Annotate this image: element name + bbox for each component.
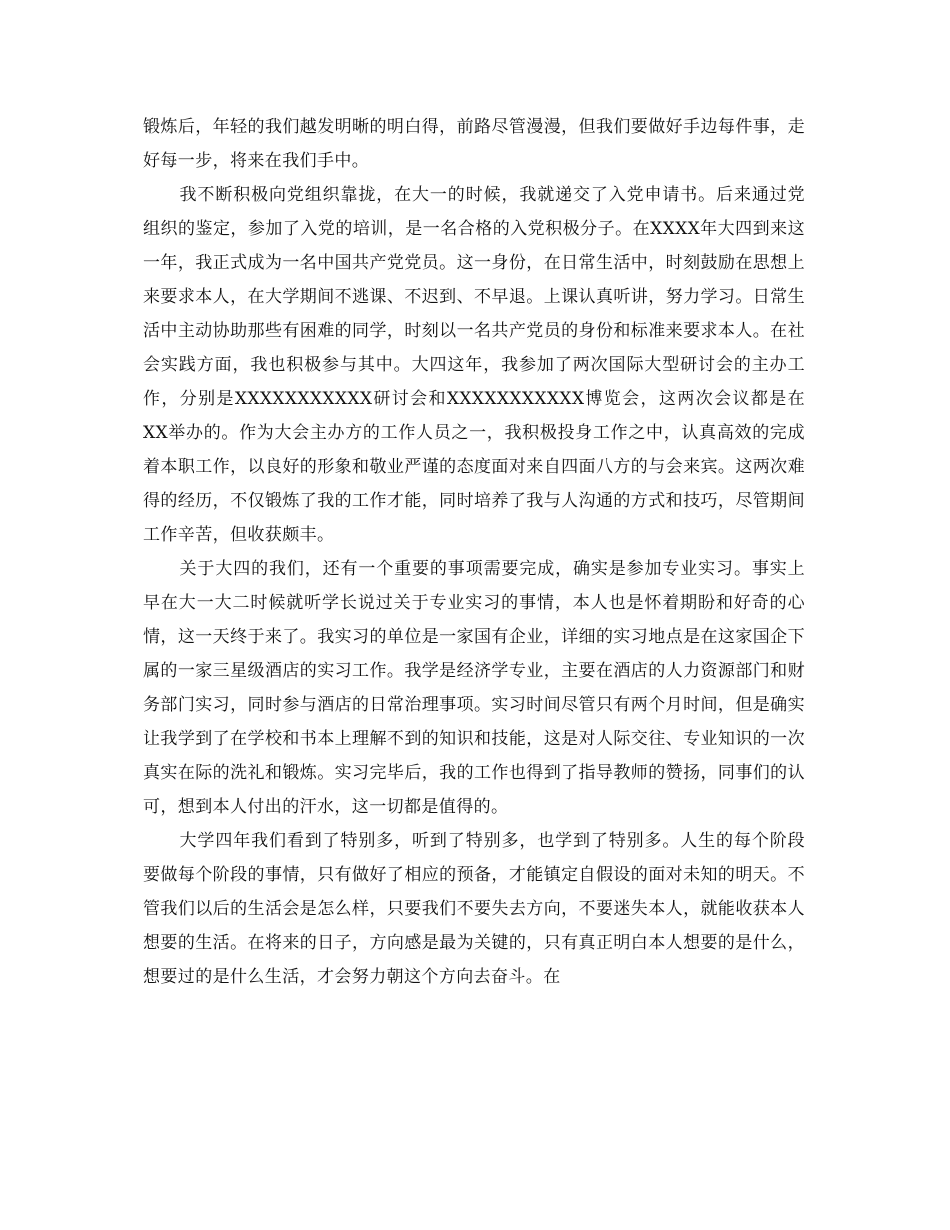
paragraph-3: 关于大四的我们，还有一个重要的事项需要完成，确实是参加专业实习。事实上早在大一大二时候就听学长说过关于专业实习的事情，本人也是怀着期盼和好奇的心情，这一天终于来了。我实习的单位是一家国有企业，详细的实习地点是在这家国企下属的一家三星级酒店的实习工作。我学是经济学专业，主要在酒店的人力资源部门和财务部门实习，同时参与酒店的日常治理事项。实习时间尽管只有两个月时间，但是确实让我学到了在学校和书本上理解不到的知识和技能，这是对人际交往、专业知识的一次真实在际的洗礼和锻炼。实习完毕后，我的工作也得到了指导教师的赞扬，同事们的认可，想到本人付出的汗水，这一切都是值得的。 [143,559,805,817]
document-body [143,110,805,994]
paragraph-4: 大学四年我们看到了特别多，听到了特别多，也学到了特别多。人生的每个阶段要做每个阶段的事情，只有做好了相应的预备，才能镇定自假设的面对未知的明天。不管我们以后的生活会是怎么样，只要我们不要失去方向，不要迷失本人，就能收获本人想要的生活。在将来的日子，方向感是最为关键的，只有真正明白本人想要的是什么，想要过的是什么生活，才会努力朝这个方向去奋斗。在 [143,831,805,987]
paragraph-2: 我不断积极向党组织靠拢，在大一的时候，我就递交了入党申请书。后来通过党组织的鉴定，参加了入党的培训，是一名合格的入党积极分子。在XXXX年大四到来这一年，我正式成为一名中国共产党党员。这一身份，在日常生活中，时刻鼓励在思想上来要求本人，在大学期间不逃课、不迟到、不早退。上课认真听讲，努力学习。日常生活中主动协助那些有困难的同学，时刻以一名共产党员的身份和标准来要求本人。在社会实践方面，我也积极参与其中。大四这年，我参加了两次国际大型研讨会的主办工作，分别是XXXXXXXXXXX研讨会和XXXXXXXXXXX博览会，这两次会议都是在XX举办的。作为大会主办方的工作人员之一，我积极投身工作之中，认真高效的完成着本职工作，以良好的形象和敬业严谨的态度面对来自四面八方的与会来宾。这两次难得的经历，不仅锻炼了我的工作才能，同时培养了我与人沟通的方式和技巧，尽管期间工作辛苦，但收获颇丰。 [143,185,805,545]
paragraph-1: 锻炼后，年轻的我们越发明晰的明白得，前路尽管漫漫，但我们要做好手边每件事，走好每一步，将来在我们手中。 [143,117,805,171]
